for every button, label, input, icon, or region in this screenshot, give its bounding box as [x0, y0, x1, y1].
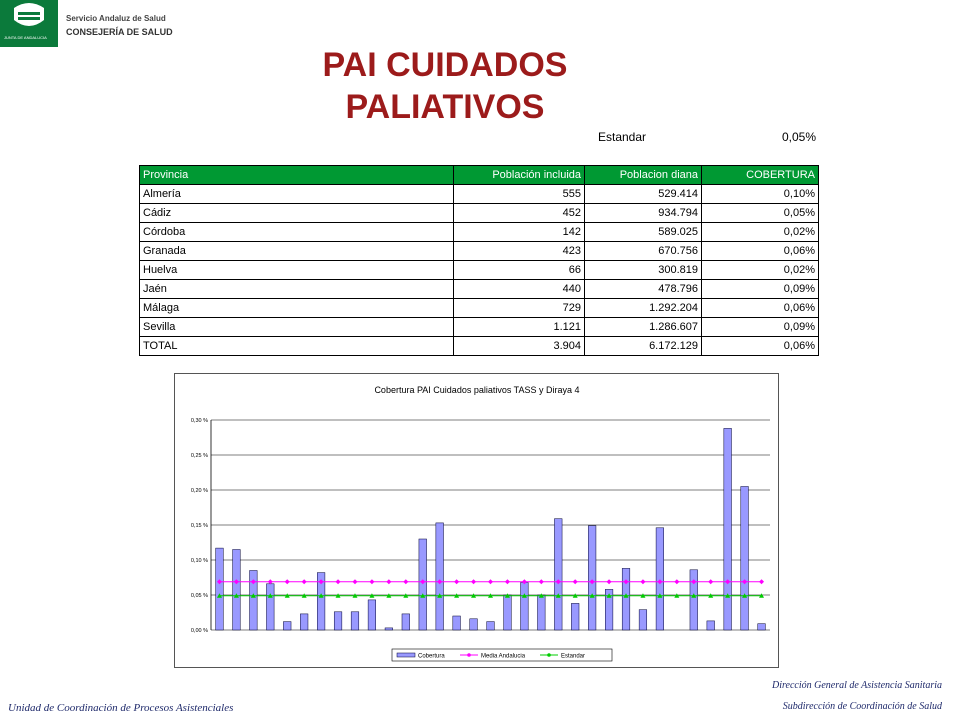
cell-diana: 1.286.607	[585, 318, 702, 337]
table-row	[140, 242, 819, 261]
cell-incluida: 729	[454, 299, 585, 318]
chart-svg	[175, 374, 778, 667]
estandar-value: 0,05%	[781, 130, 816, 144]
coverage-table	[139, 165, 819, 356]
estandar-label: Estandar	[598, 130, 647, 144]
cell-diana: 589.025	[585, 223, 702, 242]
cell-provincia: TOTAL	[140, 337, 454, 356]
header-cobertura: COBERTURA	[702, 166, 819, 185]
legend-label: Cobertura	[418, 653, 445, 660]
chart-bars	[216, 428, 766, 630]
cell-diana: 1.292.204	[585, 299, 702, 318]
bar-cobertura	[453, 616, 461, 630]
media-marker	[386, 579, 391, 584]
cell-provincia: Almería	[140, 185, 454, 204]
page-title	[250, 44, 640, 128]
cell-diana: 934.794	[585, 204, 702, 223]
media-marker	[285, 579, 290, 584]
y-tick-label: 0,25 %	[190, 453, 208, 459]
footer-unit: Unidad de Coordinación de Procesos Asistenciales	[8, 702, 234, 714]
chart-legend	[392, 649, 612, 661]
cell-incluida: 555	[454, 185, 585, 204]
cell-incluida: 3.904	[454, 337, 585, 356]
bar-cobertura	[741, 487, 749, 631]
cell-provincia: Jaén	[140, 280, 454, 299]
bar-cobertura	[758, 624, 766, 630]
bar-cobertura	[419, 539, 427, 630]
cell-provincia: Málaga	[140, 299, 454, 318]
cell-cobertura: 0,02%	[702, 223, 819, 242]
legend-label: Media Andalucia	[481, 653, 526, 660]
bar-cobertura	[639, 610, 647, 630]
bar-cobertura	[724, 428, 732, 630]
table-row	[140, 261, 819, 280]
cell-cobertura: 0,09%	[702, 318, 819, 337]
cell-cobertura: 0,10%	[702, 185, 819, 204]
bar-cobertura	[554, 519, 562, 630]
media-marker	[268, 579, 273, 584]
media-marker	[454, 579, 459, 584]
bar-cobertura	[470, 619, 478, 630]
bar-cobertura	[385, 628, 393, 630]
media-marker	[352, 579, 357, 584]
cell-incluida: 440	[454, 280, 585, 299]
table-row	[140, 223, 819, 242]
cell-diana: 6.172.129	[585, 337, 702, 356]
cell-cobertura: 0,05%	[702, 204, 819, 223]
cell-incluida: 142	[454, 223, 585, 242]
bar-cobertura	[521, 582, 529, 630]
table-row	[140, 318, 819, 337]
title-line1: PAI CUIDADOS	[322, 46, 568, 84]
table-row	[140, 185, 819, 204]
bar-cobertura	[504, 595, 512, 630]
coverage-chart	[174, 373, 779, 668]
bar-cobertura	[334, 612, 342, 630]
table-row	[140, 280, 819, 299]
cell-diana: 300.819	[585, 261, 702, 280]
cell-provincia: Granada	[140, 242, 454, 261]
logo-line2: CONSEJERÍA DE SALUD	[66, 27, 173, 37]
table-body	[140, 185, 819, 356]
junta-andalucia-emblem	[0, 0, 58, 47]
y-tick-label: 0,05 %	[190, 593, 208, 599]
header-poblacion-diana: Poblacion diana	[585, 166, 702, 185]
cell-cobertura: 0,09%	[702, 280, 819, 299]
media-marker	[708, 579, 713, 584]
media-marker	[403, 579, 408, 584]
table-row	[140, 299, 819, 318]
media-marker	[607, 579, 612, 584]
header-provincia: Provincia	[140, 166, 454, 185]
bar-cobertura	[707, 621, 715, 630]
cell-provincia: Sevilla	[140, 318, 454, 337]
sas-logo	[0, 0, 176, 47]
media-marker	[369, 579, 374, 584]
media-marker	[488, 579, 493, 584]
legend-swatch-marker	[547, 653, 551, 657]
cell-incluida: 452	[454, 204, 585, 223]
title-line2: PALIATIVOS	[345, 88, 545, 126]
bar-cobertura	[266, 584, 274, 630]
media-marker	[505, 579, 510, 584]
bar-cobertura	[690, 570, 698, 630]
table-row	[140, 204, 819, 223]
cell-cobertura: 0,06%	[702, 337, 819, 356]
y-tick-label: 0,20 %	[190, 488, 208, 494]
legend-label: Estandar	[561, 653, 586, 660]
table-row-total	[140, 337, 819, 356]
chart-grid	[211, 420, 770, 630]
cell-incluida: 1.121	[454, 318, 585, 337]
chart-title: Cobertura PAI Cuidados paliativos TASS y Diraya 4	[374, 385, 580, 395]
cell-incluida: 423	[454, 242, 585, 261]
cell-cobertura: 0,02%	[702, 261, 819, 280]
bar-cobertura	[351, 612, 359, 630]
header-poblacion-incluida: Población incluida	[454, 166, 585, 185]
cell-cobertura: 0,06%	[702, 299, 819, 318]
table-header-row	[140, 166, 819, 185]
cell-diana: 670.756	[585, 242, 702, 261]
cell-diana: 478.796	[585, 280, 702, 299]
bar-cobertura	[538, 595, 546, 630]
footer-direccion: Dirección General de Asistencia Sanitaria	[772, 680, 942, 691]
media-marker	[759, 579, 764, 584]
bar-cobertura	[436, 523, 444, 630]
bar-cobertura	[622, 568, 630, 630]
bar-cobertura	[300, 614, 308, 630]
media-marker	[336, 579, 341, 584]
cell-provincia: Córdoba	[140, 223, 454, 242]
media-marker	[539, 579, 544, 584]
y-tick-label: 0,00 %	[190, 628, 208, 634]
chart-y-axis	[191, 418, 208, 634]
bar-cobertura	[233, 550, 241, 631]
y-tick-label: 0,10 %	[190, 558, 208, 564]
cell-provincia: Cádiz	[140, 204, 454, 223]
cell-provincia: Huelva	[140, 261, 454, 280]
media-marker	[471, 579, 476, 584]
legend-swatch-cobertura	[397, 653, 415, 657]
bar-cobertura	[588, 526, 596, 630]
cell-diana: 529.414	[585, 185, 702, 204]
bar-cobertura	[402, 614, 410, 630]
media-marker	[573, 579, 578, 584]
logo-line1: Servicio Andaluz de Salud	[66, 14, 166, 23]
media-marker	[302, 579, 307, 584]
cell-cobertura: 0,06%	[702, 242, 819, 261]
bar-cobertura	[216, 548, 224, 630]
y-tick-label: 0,15 %	[190, 523, 208, 529]
cell-incluida: 66	[454, 261, 585, 280]
media-marker	[640, 579, 645, 584]
bar-cobertura	[368, 600, 376, 630]
bar-cobertura	[487, 622, 495, 630]
bar-cobertura	[571, 603, 579, 630]
footer-subdireccion: Subdirección de Coordinación de Salud	[782, 701, 942, 712]
logo-subtext: JUNTA DE ANDALUCIA	[4, 35, 47, 40]
y-tick-label: 0,30 %	[190, 418, 208, 424]
bar-cobertura	[283, 622, 291, 630]
legend-swatch-marker	[467, 653, 471, 657]
bar-cobertura	[656, 528, 664, 630]
media-marker	[674, 579, 679, 584]
